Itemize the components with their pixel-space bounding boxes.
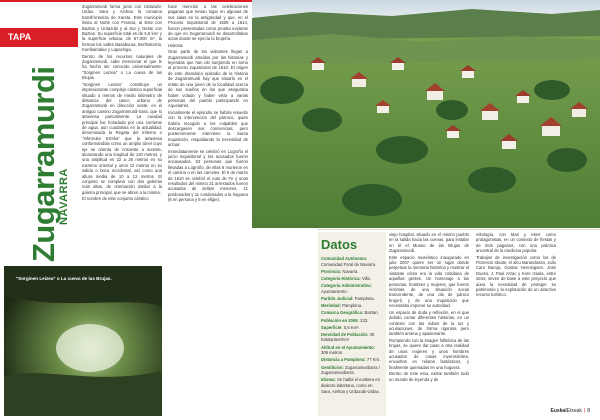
datos-row bbox=[321, 303, 383, 309]
paragraph: hace mención a las celebraciones paganas que tenían lugar en algunas de sus salas en la antigüedad y que, en el Proceso Inquisitorial de 1609 a 1614, fueron presentadas como prueba evidente de que en Zugarramurdi se desarrollaban actos donde se ejercía la brujería. bbox=[168, 4, 248, 42]
datos-row bbox=[321, 296, 383, 302]
datos-label: Partido Judicial: bbox=[321, 295, 354, 301]
text-column-1 bbox=[82, 4, 162, 264]
section-tag: TAPA bbox=[0, 28, 78, 47]
datos-value: Zugarramurdiarra / Zugarramurdiarra. bbox=[321, 364, 380, 376]
paragraph: Este espacio museístico inaugurado en julio 2007 quiere ser un lugar donde perpetuar la memoria histórica y mostrar el visitante cómo era la vida cotidiana de aquellas gentes. Un homenaje a las personas, hombres y mujeres, que fueron víctimas de una situación social trascendente, de una ola de pánico brujeril, y de una Inquisición que necesitaba imponer su autoridad. bbox=[389, 254, 469, 309]
text-column-5 bbox=[476, 232, 556, 410]
datos-label: Provincia: bbox=[321, 268, 342, 274]
datos-row bbox=[321, 325, 383, 331]
datos-value: Villa. bbox=[361, 275, 371, 281]
datos-label: Comunidad Autónoma: bbox=[321, 256, 368, 261]
datos-value: Comunidad Foral de Navarra. bbox=[321, 261, 377, 267]
paragraph: Gran parte de los visitantes llegan a Zugarramurdi atraídos por las historias y leyendas que han ido surgiendo en torno al proceso inquisitorial de 1610. El origen de este dramático episodio de la historia de Zugarramurdi hay que situarlo en el relato de una joven de la localidad acerca de sus sueños en los que aseguraba haber volado y haber visto a varias personas del pueblo participando en Aquelarres. bbox=[168, 49, 248, 109]
datos-row bbox=[321, 318, 383, 324]
footer-separator: | bbox=[583, 408, 586, 414]
datos-value: 77 Km. bbox=[366, 357, 381, 363]
paragraph: Un espacio de duda y reflexión, en el que debido contar diferentes historias, en un contexto con las nubes de la luz y acusaciones, de forma rigurosa pero también amena y apasionante. bbox=[389, 309, 469, 337]
datos-value: Baztan. bbox=[364, 310, 379, 316]
paragraph: Dentro de este esta, existe también todo un mundo de leyenda y de bbox=[389, 371, 469, 382]
datos-row bbox=[321, 310, 383, 316]
datos-label: Distancia a Pamplona: bbox=[321, 357, 366, 363]
text-column-2 bbox=[168, 4, 248, 416]
datos-label: Gentilicios: bbox=[321, 364, 344, 370]
paragraph: El nombre de este conjunto cárstico bbox=[82, 196, 149, 202]
datos-value: 309 metros. bbox=[321, 350, 344, 356]
datos-box bbox=[318, 232, 386, 416]
datos-label: Altitud en el Ayuntamiento: bbox=[321, 344, 376, 350]
datos-row bbox=[321, 256, 383, 267]
paragraph: Rompiendo con la imagen folklórica de las brujas, se quiere dar paso a otra realidad de unas mujeres y unos hombres acusados de cosas inverosímiles, envueltos en relatos fantásticos, y finalmente quemadas en una hoguera. bbox=[389, 337, 469, 370]
datos-label: Merindad: bbox=[321, 303, 342, 309]
paragraph: "Sorginen Leizea" constituye un impresionante complejo cárstico superficial situado a menos de medio kilómetro de distancia del casco urbano de Zugarramurdi en dirección oeste, en el antiguo camino Zugarramurdi-Sara, que lo atraviesa parcialmente. La cavidad principal fue horadada por una corriente de agua, aún cuadalosa en la actualidad, denominada la Regata del Infierno o "Infernuko Erreka" que la atraviesa conformándola como un amplio túnel cuyo eje se orienta de noroeste a sureste, alcanzando una longitud de 120 metros, y una amplitud en 22 a 26 metros en su extremo oriental y unos 12 metros en su salida o boca occidental, así como una altura media de 10 a 12 metros. El conjunto se completa con dos galerías más altas, de orientación similar a la galería principal, que se abren a la misma. bbox=[82, 81, 162, 195]
paragraph: mitología, con Mari y Akerr como protagonistas, en un contexto de fiestas y de ritos paganos, con una práctica ancestral de la medicina popular. bbox=[476, 232, 556, 254]
datos-row bbox=[321, 365, 383, 376]
datos-row bbox=[321, 377, 383, 394]
page-subtitle: NAVARRA bbox=[58, 168, 70, 225]
datos-label: Población en 2006: bbox=[321, 317, 359, 323]
datos-label: Categoría Histórica: bbox=[321, 275, 361, 281]
datos-row bbox=[321, 283, 383, 294]
paragraph: Historia: bbox=[168, 42, 184, 48]
datos-value: 223. bbox=[360, 317, 369, 323]
datos-heading: Datos bbox=[321, 237, 358, 252]
divider bbox=[318, 229, 600, 230]
page-footer bbox=[550, 408, 590, 414]
datos-value: Se habla el euskera en dialecto labortano, como en Sara, Ainhoa y Urdazubi-Urdax. bbox=[321, 377, 380, 394]
datos-label: Superficie: bbox=[321, 324, 343, 330]
datos-value: Pamplona. bbox=[354, 295, 375, 301]
page-title: Zugarramurdi bbox=[26, 66, 61, 262]
photo-caption: "Sorginen Leizea" o La cueva de las Brujas. bbox=[16, 276, 112, 281]
datos-row bbox=[321, 357, 383, 363]
datos-value: 5,6 Km². bbox=[343, 324, 360, 330]
datos-label: Densidad de Población: bbox=[321, 331, 369, 337]
paragraph: Inmediatamente se celebró en Logroño el juicio inquisitorial y los acusados fueron encausados. 53 personas que fueron llevadas a Logroño, de ellas 8 murieron en el camino o en las cárceles. El 6 de marzo de 1610 se celebró el Auto de Fe y unos resultados del mismo 21 arrestados fueron acusados de delitos menores, 21 perdonados y 11 condenados a la hoguera (6 en persona y 5 en efigie). bbox=[168, 148, 248, 203]
cave-photo bbox=[4, 266, 162, 416]
paragraph: Dentro de los recursos naturales de Zugarramurdi, cabe mencionar el que le ha hecho ser conocido universalmente: "Sorginen Leizea" o La cueva de las Brujas. bbox=[82, 53, 162, 81]
datos-value: Pamplona. bbox=[342, 303, 363, 309]
datos-row bbox=[321, 332, 383, 343]
datos-value: 40 habitantes/Km². bbox=[321, 331, 375, 343]
paragraph: Trabajos de investigación como los de Florencio Idoate, el alcu Barandiaran, Julio Caro Baroja, Gustav Henningsen, José Dueso, J. Paul Arzac y Kore Izaola, entre otros, sirven de base a este proyecto que aúna la necesidad de proteger su patrimonio y la explotación de un atractivo recurso turístico. bbox=[476, 254, 556, 298]
datos-row bbox=[321, 276, 383, 282]
footer-section: Etxeak bbox=[566, 408, 582, 414]
paragraph: Inicialmente el episodio se habría resuelto con la intervención del párroco, quien habría recogido a los culpables que descargasen sus conciencias, pero posteriormente interviene la Santa Inquisición, respaldando la necesidad de actuar. bbox=[168, 109, 248, 148]
paragraph: Zugarramurdi forma junto con Urdazubi-Urdax, Sara y Ainhoa la comarca transfronteriza de Xareta. Este municipio limita al Norte con Francia, al Este con Baztan y Urdazubi y al Sur y Oeste con Baztan. Su superficie total es de 5,6 km² y la superficie urbana, de 67.000 m², la forman los valles Basaburua, Berthokerria, Kurrikamakur y Lapazinga. bbox=[82, 4, 162, 53]
datos-value: Navarra. bbox=[342, 268, 359, 274]
page-number: 8 bbox=[587, 408, 590, 414]
datos-label: Comarca Geográfica: bbox=[321, 310, 364, 316]
datos-row bbox=[321, 345, 383, 356]
village-photo bbox=[252, 0, 600, 228]
paragraph: viejo hospital, situado en el mismo pueblo en la salida hacia las cuevas, para instalar en él el Museo de las Brujas de Zugarramurdi. bbox=[389, 232, 469, 254]
datos-value: Ayuntamiento. bbox=[321, 288, 348, 294]
datos-label: Idioma: bbox=[321, 377, 336, 383]
datos-row bbox=[321, 269, 383, 275]
footer-brand: Euskal bbox=[550, 408, 567, 414]
text-column-4 bbox=[389, 232, 469, 410]
datos-label: Categoría Administrativa: bbox=[321, 283, 372, 289]
